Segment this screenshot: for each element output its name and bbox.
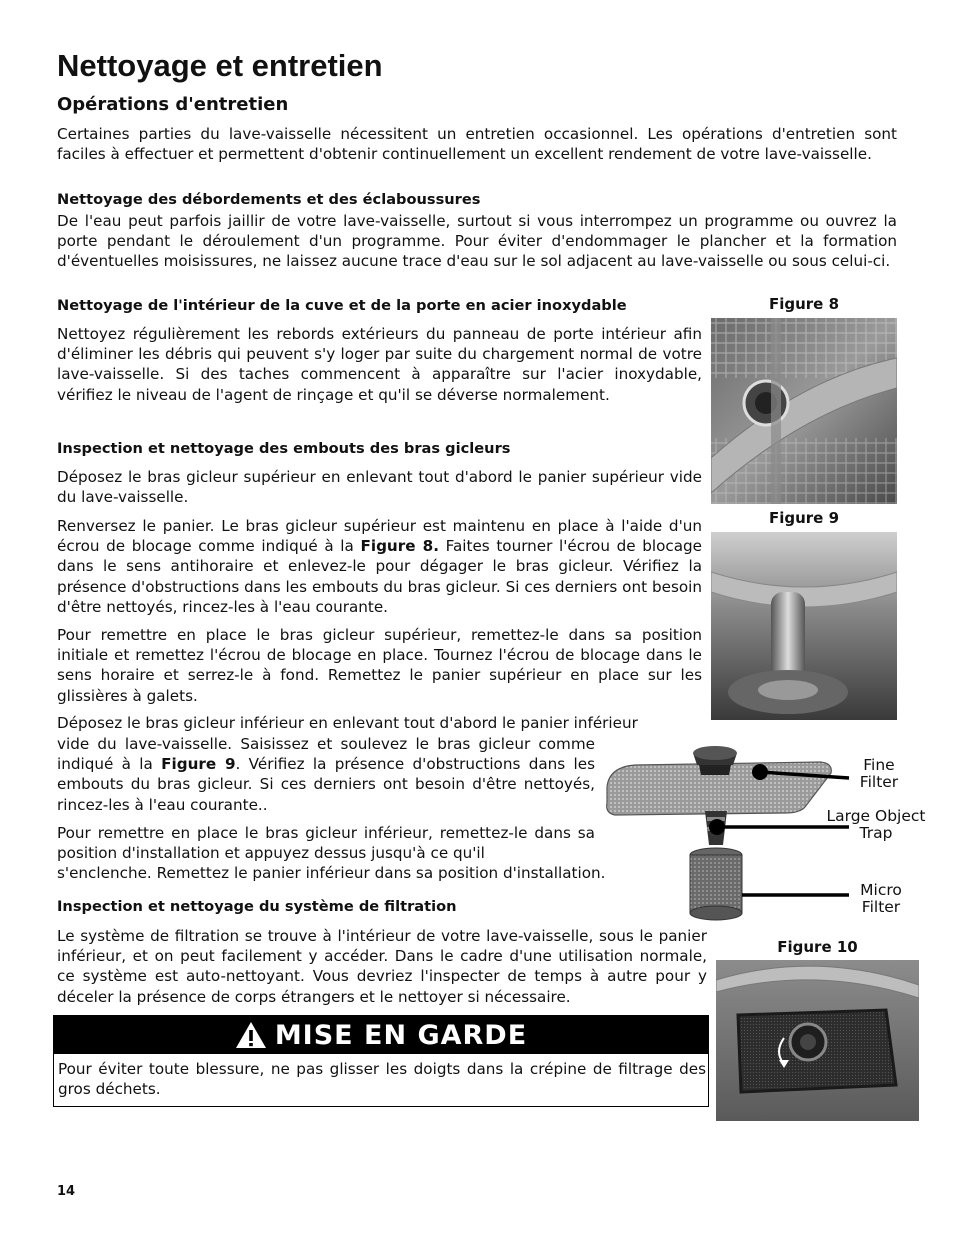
overflow-heading: Nettoyage des débordements et des éclaboussures: [57, 191, 481, 208]
warning-triangle-icon: [235, 1020, 267, 1050]
warning-box: [53, 1015, 709, 1107]
intro-paragraph: Certaines parties du lave-vaisselle nécessitent un entretien occasionnel. Les opérations d'entretien sont faciles à effectuer et permettent d'obtenir continuellement un excellent rendement de votre lave-vaisselle.: [57, 125, 897, 164]
filter-heading: Inspection et nettoyage du système de filtration: [57, 898, 457, 915]
spray-paragraph-4a: Déposez le bras gicleur inférieur en enlevant tout d'abord le panier inférieur: [57, 714, 638, 732]
spray-paragraph-4b: [57, 734, 595, 815]
fine-filter-label: Fine Filter: [859, 756, 899, 791]
figure-8-photo: [711, 318, 897, 504]
warning-title: MISE EN GARDE: [274, 1019, 528, 1051]
spray-p4-text-c: . Vérifiez la présence d'obstructions dans les embouts du bras gicleur. Si ces derniers ont besoin d'être nettoyés, rincez-les à l'eau courante..: [57, 755, 595, 814]
warning-header: [54, 1016, 708, 1054]
spray-p2-text-a: Renversez le panier. Le bras gicleur supérieur est maintenu en place à l'aide d'un écrou de blocage comme indiqué à la: [57, 517, 702, 556]
warning-text: Pour éviter toute blessure, ne pas glisser les doigts dans la crépine de filtrage des gros déchets.: [58, 1060, 706, 1099]
figure-10-caption: Figure 10: [777, 938, 858, 956]
figure-10-photo: [716, 960, 919, 1121]
spray-paragraph-5b: s'enclenche. Remettez le panier inférieur dans sa position d'installation.: [57, 864, 606, 882]
filter-paragraph: Le système de filtration se trouve à l'intérieur de votre lave-vaisselle, sous le panier inférieur, et on peut facilement y accéder. Dans le cadre d'une utilisation normale, ce système est auto-nettoyant. Vous devriez l'inspecter de temps à autre pour y déceler la présence de corps étrangers et le nettoyer si nécessaire.: [57, 927, 707, 1006]
spray-p2-text-b: Faites tourner l'écrou de blocage dans le sens antihoraire et enlevez-le pour dégager le bras gicleur. Vérifiez la présence d'obstructions dans les embouts du bras gicleur. Si ces derniers ont besoin d'être nettoyés, rincez-les à l'eau courante.: [57, 537, 702, 616]
figure-9-reference: Figure 9: [161, 755, 236, 774]
spray-paragraph-1: Déposez le bras gicleur supérieur en enlevant tout d'abord le panier supérieur vide du lave-vaisselle.: [57, 468, 702, 507]
spray-paragraph-3: Pour remettre en place le bras gicleur supérieur, remettez-le dans sa position initiale et remettez l'écrou de blocage en place. Tournez l'écrou de blocage dans le sens horaire et serrez-le à fond. Remettez le panier supérieur en place sur les glissières à galets.: [57, 626, 702, 705]
spray-heading: Inspection et nettoyage des embouts des bras gicleurs: [57, 440, 511, 457]
figure-8-caption: Figure 8: [768, 295, 840, 313]
page-number: 14: [57, 1184, 76, 1199]
interior-heading: Nettoyage de l'intérieur de la cuve et de la porte en acier inoxydable: [57, 297, 627, 314]
figure-9-caption: Figure 9: [768, 509, 840, 527]
large-object-trap-label: Large Object Trap: [826, 807, 926, 842]
spray-paragraph-2: [57, 516, 702, 617]
micro-filter-label: Micro Filter: [860, 881, 902, 916]
page-title: Nettoyage et entretien: [57, 48, 383, 83]
figure-8-reference: Figure 8.: [360, 537, 439, 556]
overflow-paragraph: De l'eau peut parfois jaillir de votre lave-vaisselle, surtout si vous interrompez un programme ou ouvrez la porte pendant le déroulement d'un programme. Pour éviter d'endommager le plancher et la formation d'éventuelles moisissures, ne laissez aucune trace d'eau sur le sol adjacent au lave-vaisselle ou sous celui-ci.: [57, 212, 897, 271]
interior-paragraph: Nettoyez régulièrement les rebords extérieurs du panneau de porte intérieur afin d'éliminer les débris qui peuvent s'y loger par suite du chargement normal de votre lave-vaisselle. Si des taches commencent à apparaître sur l'acier inoxydable, vérifiez le niveau de l'agent de rinçage et qu'il se déverse normalement.: [57, 325, 702, 404]
spray-paragraph-5a: Pour remettre en place le bras gicleur inférieur, remettez-le dans sa position d'installation et appuyez dessus jusqu'à ce qu'il: [57, 824, 595, 863]
section-subtitle: Opérations d'entretien: [57, 94, 289, 115]
figure-9-photo: [711, 532, 897, 720]
spray-p4-text-b: vide du lave-vaisselle. Saisissez et soulevez le bras gicleur comme indiqué à la: [57, 735, 595, 774]
